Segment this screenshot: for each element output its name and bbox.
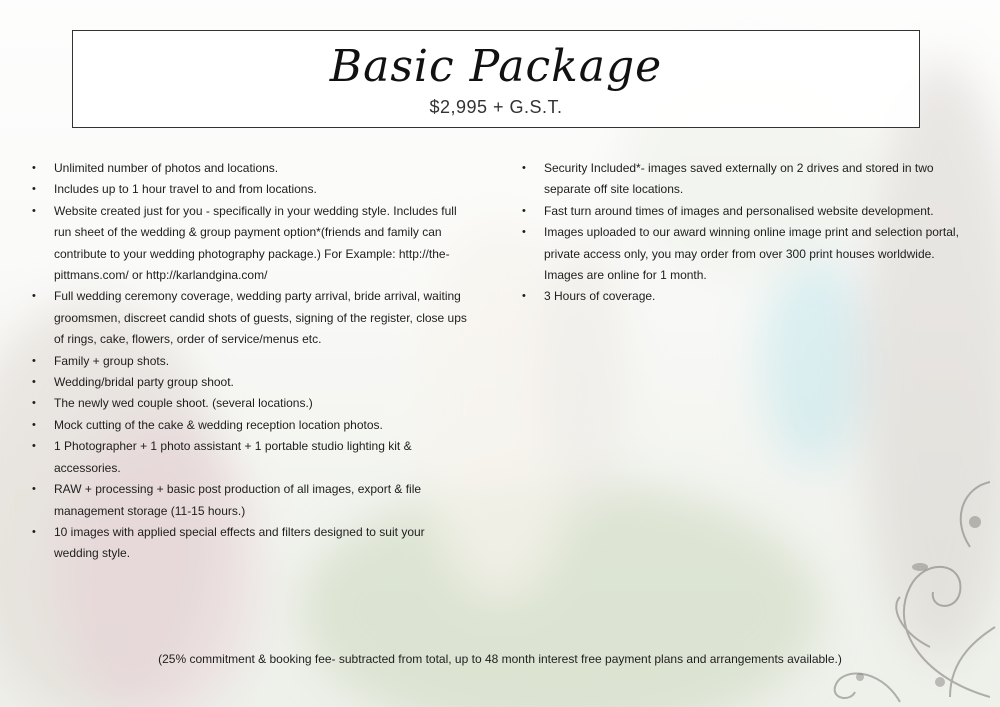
list-item: • Images uploaded to our award winning online image print and selection portal, private access only, you may order from over 300 print houses worldwide. Images are online for 1 month.: [522, 222, 972, 286]
payment-footnote: (25% commitment & booking fee- subtracted from total, up to 48 month interest free payment plans and arrangements available.): [158, 652, 842, 666]
list-item: • Mock cutting of the cake & wedding reception location photos.: [32, 415, 472, 436]
right-feature-list: [522, 158, 972, 308]
left-feature-list: [32, 158, 472, 565]
list-item: • Unlimited number of photos and locations.: [32, 158, 472, 179]
list-item: • RAW + processing + basic post production of all images, export & file management storage (11-15 hours.): [32, 479, 472, 522]
list-item: • Wedding/bridal party group shoot.: [32, 372, 472, 393]
list-item: • Website created just for you - specifically in your wedding style. Includes full run sheet of the wedding & group payment option*(friends and family can contribute to your wedding photography package.) For Example: http://the-pittmans.com/ or http://karlandgina.com/: [32, 201, 472, 287]
package-price: $2,995 + G.S.T.: [429, 97, 563, 117]
package-header: [72, 30, 920, 128]
list-item: • Security Included*- images saved externally on 2 drives and stored in two separate off site locations.: [522, 158, 972, 201]
list-item: • The newly wed couple shoot. (several locations.): [32, 393, 472, 414]
list-item: • Full wedding ceremony coverage, wedding party arrival, bride arrival, waiting groomsmen, discreet candid shots of guests, signing of the register, close ups of rings, cake, flowers, order of service/menus etc.: [32, 286, 472, 350]
list-item: • Fast turn around times of images and personalised website development.: [522, 201, 972, 222]
list-item: • 1 Photographer + 1 photo assistant + 1 portable studio lighting kit & accessories.: [32, 436, 472, 479]
list-item: • Family + group shots.: [32, 351, 472, 372]
list-item: • 3 Hours of coverage.: [522, 286, 972, 307]
list-item: • 10 images with applied special effects and filters designed to suit your wedding style.: [32, 522, 472, 565]
list-item: • Includes up to 1 hour travel to and from locations.: [32, 179, 472, 200]
page-title: Basic Package: [329, 41, 663, 92]
